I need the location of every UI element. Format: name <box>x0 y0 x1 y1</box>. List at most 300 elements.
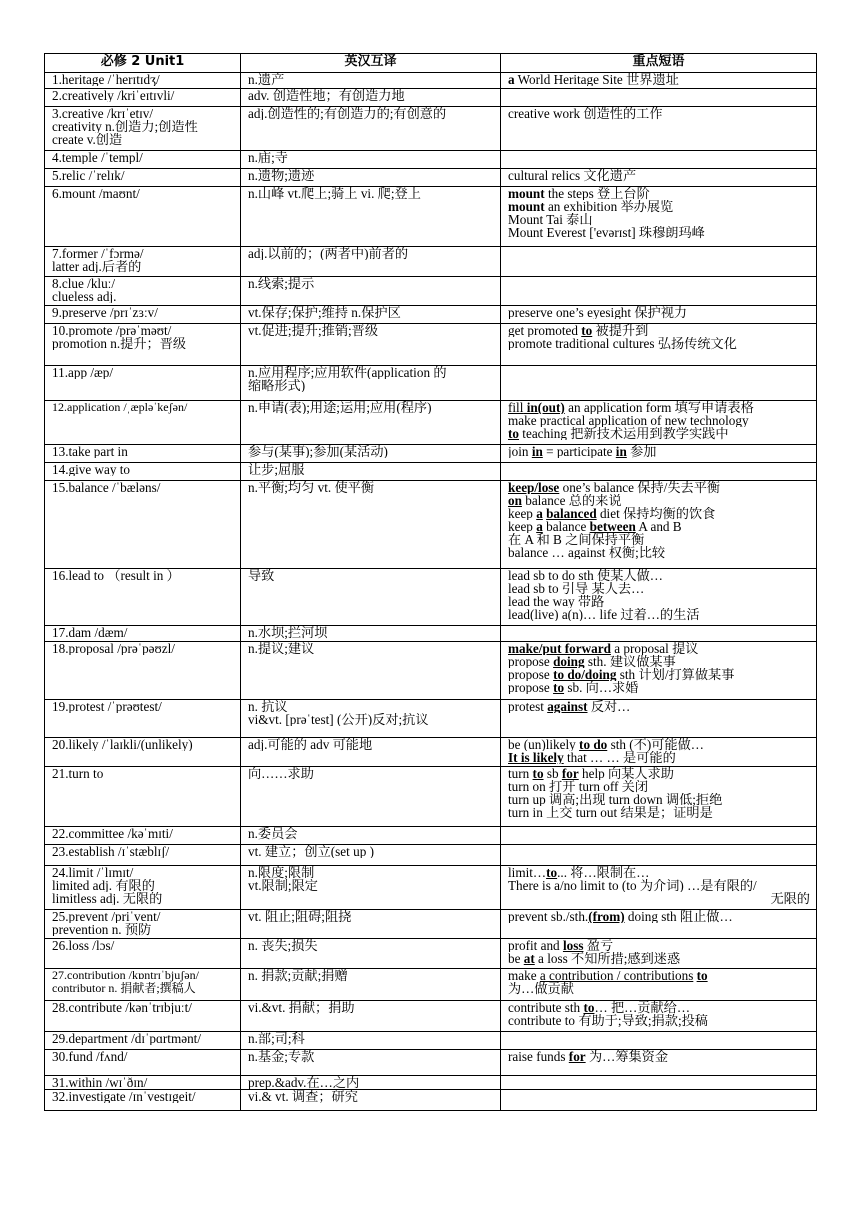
table-row <box>45 247 817 277</box>
meaning-cell <box>241 827 501 845</box>
phrase-line <box>508 324 816 337</box>
phrase-cell <box>501 89 817 107</box>
meaning-line: vt.促进;提升;推销;晋级 <box>248 324 379 337</box>
phrase-segment: lead the way 带路 <box>508 595 605 608</box>
meaning-line: vt. 阻止;阻碍;阻挠 <box>248 910 352 923</box>
phrase-line <box>508 533 816 546</box>
word-cell <box>45 187 241 247</box>
phrase-segment: make/put forward <box>508 642 611 655</box>
phrase-segment: a contribution / contributions <box>539 969 694 982</box>
meaning-line: 导致 <box>248 569 275 582</box>
phrase-cell <box>501 187 817 247</box>
meaning-cell <box>241 401 501 445</box>
phrase-segment: turn up 调高;出现 turn down 调低;拒绝 <box>508 793 723 806</box>
phrase-line <box>508 427 816 440</box>
word-line: promotion n.提升；晋级 <box>52 337 187 350</box>
phrase-segment: the steps 登上台阶 <box>544 187 650 200</box>
phrase-segment: a <box>508 73 515 86</box>
word-line: creativity n.创造力;创造性 <box>52 120 198 133</box>
meaning-cell <box>241 277 501 306</box>
meaning-line: n.水坝;拦河坝 <box>248 626 328 639</box>
phrase-line <box>508 445 816 458</box>
phrase-line <box>508 306 816 319</box>
phrase-line <box>508 494 816 507</box>
meaning-cell <box>241 366 501 401</box>
meaning-line: 向……求助 <box>248 767 314 780</box>
meaning-cell <box>241 1032 501 1050</box>
meaning-line: n.平衡;均匀 vt. 使平衡 <box>248 481 375 494</box>
table-row <box>45 845 817 866</box>
phrase-segment: sth 计划/打算做某事 <box>616 668 735 681</box>
phrase-cell <box>501 845 817 866</box>
meaning-line: adj.以前的；(两者中)前者的 <box>248 247 409 260</box>
word-line: 31.within /wɪˈðɪn/ <box>52 1076 148 1089</box>
word-line: 24.limit /ˈlɪmɪt/ <box>52 866 134 879</box>
meaning-line: vt.保存;保护;维持 n.保护区 <box>248 306 401 319</box>
table-row <box>45 1032 817 1050</box>
word-cell <box>45 642 241 700</box>
meaning-line: adv. 创造性地；有创造力地 <box>248 89 405 102</box>
phrase-segment: Mount Tai 泰山 <box>508 213 593 226</box>
phrase-segment: at <box>523 952 535 965</box>
phrase-segment: contribute to 有助于;导致;捐款;投稿 <box>508 1014 708 1027</box>
phrase-line <box>508 655 816 668</box>
word-cell <box>45 169 241 187</box>
phrase-segment: join <box>508 445 532 458</box>
phrase-segment: 为…做贡献 <box>508 982 574 995</box>
table-row <box>45 910 817 939</box>
word-cell <box>45 89 241 107</box>
phrase-segment: to do <box>579 738 608 751</box>
meaning-line: n.线索;提示 <box>248 277 315 290</box>
phrase-line <box>508 969 816 982</box>
phrase-line <box>508 982 816 995</box>
table-row <box>45 1076 817 1090</box>
word-line: 26.loss /lɔs/ <box>52 939 115 952</box>
phrase-line <box>508 107 816 120</box>
phrase-segment: for <box>568 1050 586 1063</box>
phrase-segment: propose <box>508 655 554 668</box>
meaning-cell <box>241 626 501 642</box>
word-cell <box>45 700 241 738</box>
phrase-segment: balanced <box>546 507 597 520</box>
meaning-cell <box>241 1076 501 1090</box>
phrase-segment: lead sb to do sth 使某人做… <box>508 569 663 582</box>
meaning-line: n.申请(表);用途;运用;应用(程序) <box>248 401 432 414</box>
table-row <box>45 481 817 569</box>
table-row <box>45 642 817 700</box>
meaning-line: vt.限制;限定 <box>248 879 318 892</box>
table-row <box>45 277 817 306</box>
word-cell <box>45 107 241 151</box>
meaning-cell <box>241 700 501 738</box>
phrase-cell <box>501 151 817 169</box>
phrase-line <box>508 213 816 226</box>
phrase-segment: promote traditional cultures 弘扬传统文化 <box>508 337 737 350</box>
word-cell <box>45 626 241 642</box>
phrase-segment: to <box>553 681 565 694</box>
meaning-line: n.应用程序;应用软件(application 的 <box>248 366 447 379</box>
word-cell <box>45 866 241 910</box>
phrase-cell <box>501 1001 817 1032</box>
phrase-segment: keep <box>508 520 537 533</box>
word-cell <box>45 306 241 324</box>
phrase-segment: keep <box>508 507 537 520</box>
vocabulary-rows <box>45 73 817 1111</box>
phrase-cell <box>501 306 817 324</box>
phrase-segment: sb <box>543 767 562 780</box>
phrase-line <box>508 642 816 655</box>
table-row <box>45 969 817 1001</box>
table-row <box>45 827 817 845</box>
phrase-line <box>508 780 816 793</box>
word-cell <box>45 277 241 306</box>
phrase-segment: protest <box>508 700 548 713</box>
phrase-segment: a <box>536 507 543 520</box>
word-cell <box>45 738 241 767</box>
meaning-line: n.山峰 vt.爬上;骑上 vi. 爬;登上 <box>248 187 421 200</box>
phrase-segment: 盈亏 <box>583 939 614 952</box>
meaning-cell <box>241 1050 501 1076</box>
word-line: 17.dam /dæm/ <box>52 626 128 639</box>
word-cell <box>45 366 241 401</box>
phrase-segment: in <box>531 445 543 458</box>
meaning-cell <box>241 1090 501 1111</box>
word-line: 1.heritage /ˈherɪtɪdʒ/ <box>52 73 160 86</box>
phrase-segment: World Heritage Site 世界遗址 <box>514 73 679 86</box>
word-line: 4.temple /ˈtempl/ <box>52 151 143 164</box>
phrase-segment: to <box>581 324 593 337</box>
table-row <box>45 73 817 89</box>
phrase-line <box>508 939 816 952</box>
phrase-line <box>508 767 816 780</box>
phrase-segment: 参加 <box>626 445 657 458</box>
table-row <box>45 187 817 247</box>
word-line: 27.contribution /kɒntrɪˈbjuʃən/ <box>52 969 199 982</box>
word-cell <box>45 73 241 89</box>
phrase-line <box>508 866 816 879</box>
table-row <box>45 366 817 401</box>
phrase-segment: to <box>508 427 519 440</box>
meaning-cell <box>241 738 501 767</box>
phrase-segment: 被提升到 <box>592 324 649 337</box>
word-line: 22.committee /kəˈmɪti/ <box>52 827 173 840</box>
meaning-cell <box>241 910 501 939</box>
word-line: 13.take part in <box>52 445 128 458</box>
word-line: 14.give way to <box>52 463 131 476</box>
word-line: 2.creatively /kriˈeɪtɪvli/ <box>52 89 175 102</box>
table-header-row <box>45 54 817 73</box>
word-cell <box>45 324 241 366</box>
phrase-line <box>508 169 816 182</box>
word-line: 21.turn to <box>52 767 104 780</box>
header-phrases: 重点短语 <box>501 54 817 73</box>
phrase-segment: contribute sth <box>508 1001 584 1014</box>
phrase-cell <box>501 247 817 277</box>
meaning-line: n.基金;专款 <box>248 1050 315 1063</box>
phrase-segment: doing sth 阻止做… <box>624 910 733 923</box>
phrase-line <box>508 226 816 239</box>
phrase-segment: Mount Everest ['evərɪst] 珠穆朗玛峰 <box>508 226 705 239</box>
phrase-cell <box>501 169 817 187</box>
word-line: 29.department /dɪˈpɑrtmənt/ <box>52 1032 201 1045</box>
table-row <box>45 738 817 767</box>
word-cell <box>45 463 241 481</box>
word-line: 11.app /æp/ <box>52 366 114 379</box>
phrase-segment: to <box>583 1001 595 1014</box>
phrase-line <box>508 414 816 427</box>
word-cell <box>45 1090 241 1111</box>
phrase-segment: diet 保持均衡的饮食 <box>596 507 716 520</box>
phrase-segment: for <box>561 767 579 780</box>
word-cell <box>45 969 241 1001</box>
table-row <box>45 324 817 366</box>
word-line: latter adj.后者的 <box>52 260 142 273</box>
phrase-segment: cultural relics 文化遗产 <box>508 169 637 182</box>
meaning-cell <box>241 324 501 366</box>
phrase-segment: turn <box>508 767 533 780</box>
phrase-segment: sth. 建议做某事 <box>584 655 676 668</box>
phrase-segment: teaching 把新技术运用到教学实践中 <box>519 427 729 440</box>
phrase-line <box>508 481 816 494</box>
phrase-line <box>508 879 816 892</box>
phrase-cell <box>501 910 817 939</box>
phrase-segment: sb. 向…求婚 <box>564 681 639 694</box>
phrase-segment: 反对… <box>587 700 631 713</box>
meaning-cell <box>241 73 501 89</box>
phrase-segment: a <box>536 520 543 533</box>
phrase-line <box>508 187 816 200</box>
meaning-cell <box>241 187 501 247</box>
phrase-segment: in(out) <box>523 401 565 414</box>
phrase-segment: = participate <box>542 445 616 458</box>
meaning-cell <box>241 169 501 187</box>
meaning-line: vi&vt. [prəˈtest] (公开)反对;抗议 <box>248 713 429 726</box>
phrase-segment: raise funds <box>508 1050 569 1063</box>
word-line: 18.proposal /prəˈpəʊzl/ <box>52 642 175 655</box>
phrase-segment: turn in 上交 turn out 结果是；证明是 <box>508 806 713 819</box>
phrase-cell <box>501 569 817 626</box>
phrase-line <box>508 892 816 905</box>
word-line: create v.创造 <box>52 133 123 146</box>
meaning-line: prep.&adv.在…之内 <box>248 1076 360 1089</box>
table-row <box>45 107 817 151</box>
phrase-line <box>508 608 816 621</box>
phrase-segment: creative work 创造性的工作 <box>508 107 663 120</box>
table-row <box>45 306 817 324</box>
word-line: contributor n. 捐献者;撰稿人 <box>52 982 196 995</box>
phrase-segment: (from) <box>588 910 625 923</box>
phrase-segment: between <box>589 520 636 533</box>
meaning-cell <box>241 642 501 700</box>
phrase-segment: limit… <box>508 866 547 879</box>
word-cell <box>45 939 241 969</box>
phrase-segment: one’s balance 保持/失去平衡 <box>559 481 721 494</box>
table-row <box>45 767 817 827</box>
meaning-line: n.限度;限制 <box>248 866 315 879</box>
word-cell <box>45 1050 241 1076</box>
meaning-line: adj.创造性的;有创造力的;有创意的 <box>248 107 447 120</box>
word-cell <box>45 767 241 827</box>
phrase-line <box>508 401 816 414</box>
word-line: 7.former /ˈfɔrmə/ <box>52 247 144 260</box>
phrase-line <box>508 681 816 694</box>
word-cell <box>45 1001 241 1032</box>
phrase-line <box>508 910 816 923</box>
phrase-cell <box>501 366 817 401</box>
meaning-line: vi.&vt. 捐献；捐助 <box>248 1001 355 1014</box>
phrase-segment: propose <box>508 668 554 681</box>
phrase-cell <box>501 827 817 845</box>
phrase-segment: to <box>532 767 544 780</box>
phrase-line <box>508 520 816 533</box>
phrase-cell <box>501 1050 817 1076</box>
phrase-cell <box>501 445 817 463</box>
word-line: 19.protest /ˈprəʊtest/ <box>52 700 162 713</box>
word-cell <box>45 845 241 866</box>
table-row <box>45 463 817 481</box>
word-line: 8.clue /kluː/ <box>52 277 115 290</box>
phrase-line <box>508 793 816 806</box>
phrase-segment: fill <box>508 401 524 414</box>
meaning-line: n. 捐款;贡献;捐赠 <box>248 969 348 982</box>
phrase-line <box>508 952 816 965</box>
word-cell <box>45 1032 241 1050</box>
word-line: clueless adj. <box>52 290 117 303</box>
word-line: 3.creative /krɪˈetɪv/ <box>52 107 154 120</box>
phrase-segment: keep/lose <box>508 481 560 494</box>
phrase-line <box>508 595 816 608</box>
table-row <box>45 89 817 107</box>
phrase-segment: turn on 打开 turn off 关闭 <box>508 780 649 793</box>
word-line: limitless adj. 无限的 <box>52 892 163 905</box>
phrase-segment: balance <box>542 520 590 533</box>
meaning-cell <box>241 306 501 324</box>
phrase-line <box>508 1050 816 1063</box>
word-line: 9.preserve /prɪˈzɜːv/ <box>52 306 158 319</box>
phrase-segment: loss <box>562 939 584 952</box>
phrase-segment: to <box>696 969 708 982</box>
phrase-segment: balance … against 权衡;比较 <box>508 546 666 559</box>
table-row <box>45 866 817 910</box>
meaning-cell <box>241 1001 501 1032</box>
meaning-cell <box>241 481 501 569</box>
phrase-segment: … 把…贡献给… <box>594 1001 691 1014</box>
phrase-segment: doing <box>553 655 585 668</box>
phrase-segment: to do/doing <box>553 668 617 681</box>
word-cell <box>45 445 241 463</box>
phrase-segment: balance 总的来说 <box>521 494 622 507</box>
phrase-line <box>508 738 816 751</box>
phrase-segment: profit and <box>508 939 563 952</box>
phrase-line <box>508 1001 816 1014</box>
phrase-segment: against <box>547 700 588 713</box>
phrase-cell <box>501 738 817 767</box>
phrase-line <box>508 507 816 520</box>
word-line: limited adj. 有限的 <box>52 879 155 892</box>
phrase-cell <box>501 401 817 445</box>
vocabulary-table <box>44 53 817 1111</box>
word-cell <box>45 481 241 569</box>
meaning-cell <box>241 845 501 866</box>
meaning-cell <box>241 89 501 107</box>
phrase-segment: prevent sb./sth. <box>508 910 589 923</box>
phrase-segment: that … … 是可能的 <box>563 751 676 764</box>
word-line: 30.fund /fʌnd/ <box>52 1050 128 1063</box>
header-unit: 必修 2 Unit1 <box>45 54 241 73</box>
phrase-cell <box>501 463 817 481</box>
meaning-cell <box>241 569 501 626</box>
meaning-line: 参与(某事);参加(某活动) <box>248 445 388 458</box>
table-row <box>45 1001 817 1032</box>
table-row <box>45 151 817 169</box>
phrase-line <box>508 337 816 350</box>
phrase-line <box>508 751 816 764</box>
word-line: 12.application /ˌæpləˈkeʃən/ <box>52 401 188 414</box>
phrase-line <box>508 806 816 819</box>
phrase-cell <box>501 642 817 700</box>
phrase-segment: mount <box>508 187 545 200</box>
meaning-line: vt. 建立；创立(set up ) <box>248 845 375 858</box>
phrase-segment: 无限的 <box>770 892 810 905</box>
phrase-line <box>508 73 816 86</box>
word-line: 28.contribute /kənˈtrɪbjuːt/ <box>52 1001 192 1014</box>
word-cell <box>45 247 241 277</box>
word-cell <box>45 910 241 939</box>
phrase-cell <box>501 969 817 1001</box>
phrase-line <box>508 569 816 582</box>
table-row <box>45 401 817 445</box>
word-line: 20.likely /ˈlaɪkli/(unlikely) <box>52 738 193 751</box>
phrase-segment: sth (不)可能做… <box>607 738 704 751</box>
word-cell <box>45 401 241 445</box>
table-row <box>45 1090 817 1111</box>
phrase-segment: help 向某人求助 <box>578 767 674 780</box>
phrase-cell <box>501 73 817 89</box>
phrase-line <box>508 1014 816 1027</box>
phrase-cell <box>501 939 817 969</box>
meaning-cell <box>241 107 501 151</box>
phrase-segment: mount <box>508 200 545 213</box>
phrase-cell <box>501 866 817 910</box>
word-line: 16.lead to （result in ） <box>52 569 180 582</box>
phrase-cell <box>501 324 817 366</box>
word-line: 15.balance /ˈbæləns/ <box>52 481 161 494</box>
phrase-segment: be <box>508 952 524 965</box>
phrase-segment: A and B <box>635 520 682 533</box>
word-line: prevention n. 预防 <box>52 923 152 936</box>
meaning-cell <box>241 939 501 969</box>
meaning-line: n.庙;寺 <box>248 151 288 164</box>
word-cell <box>45 1076 241 1090</box>
phrase-segment: in <box>615 445 627 458</box>
meaning-cell <box>241 445 501 463</box>
meaning-cell <box>241 247 501 277</box>
phrase-segment: make <box>508 969 540 982</box>
phrase-line <box>508 200 816 213</box>
phrase-line <box>508 668 816 681</box>
table-row <box>45 569 817 626</box>
phrase-cell <box>501 1032 817 1050</box>
phrase-cell <box>501 626 817 642</box>
phrase-cell <box>501 107 817 151</box>
phrase-segment: There is a/no limit to (to 为介词) …是有限的/ <box>508 879 757 892</box>
meaning-line: n.遗物;遗迹 <box>248 169 315 182</box>
phrase-segment: It is likely <box>508 751 564 764</box>
vocabulary-sheet <box>44 53 816 1111</box>
phrase-segment: a loss 不知所措;感到迷惑 <box>534 952 681 965</box>
phrase-segment: lead(live) a(n)… life 过着…的生活 <box>508 608 700 621</box>
